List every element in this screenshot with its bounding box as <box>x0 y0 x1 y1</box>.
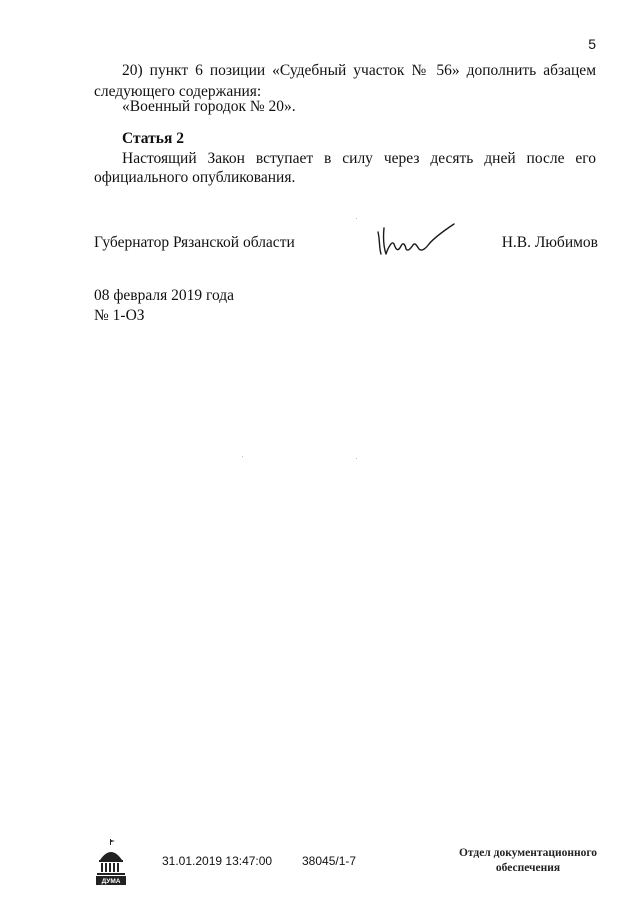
amendment-quote: «Военный городок № 20». <box>122 98 296 115</box>
article-2-heading: Статья 2 <box>122 130 184 147</box>
footer-doc-code: 38045/1-7 <box>302 854 357 868</box>
law-number: № 1-ОЗ <box>94 307 145 324</box>
article-2-line-1: Настоящий Закон вступает в силу через десять дней после его <box>122 150 596 167</box>
svg-text:ДУМА: ДУМА <box>101 878 121 885</box>
amendment-line-2: следующего содержания: <box>94 83 262 100</box>
department-stamp-line-1: Отдел документационного <box>458 847 598 859</box>
law-date-block <box>94 286 234 326</box>
handwritten-signature <box>374 218 464 262</box>
scan-speck <box>356 458 357 459</box>
signatory-name: Н.В. Любимов <box>501 234 598 251</box>
document-footer <box>0 838 640 898</box>
duma-logo-icon <box>94 838 128 886</box>
scan-speck <box>242 456 243 457</box>
footer-timestamp: 31.01.2019 13:47:00 <box>162 854 273 868</box>
signatory-title: Губернатор Рязанской области <box>94 234 295 251</box>
page-number: 5 <box>588 36 596 52</box>
department-stamp <box>448 846 608 876</box>
law-date: 08 февраля 2019 года <box>94 287 235 304</box>
amendment-line-1: 20) пункт 6 позиции «Судебный участок № 56» дополнить абзацем <box>122 62 596 79</box>
signature-block <box>94 232 598 272</box>
article-2-line-2: официального опубликования. <box>94 169 296 186</box>
department-stamp-line-2: обеспечения <box>495 862 561 874</box>
scan-speck <box>356 218 357 219</box>
